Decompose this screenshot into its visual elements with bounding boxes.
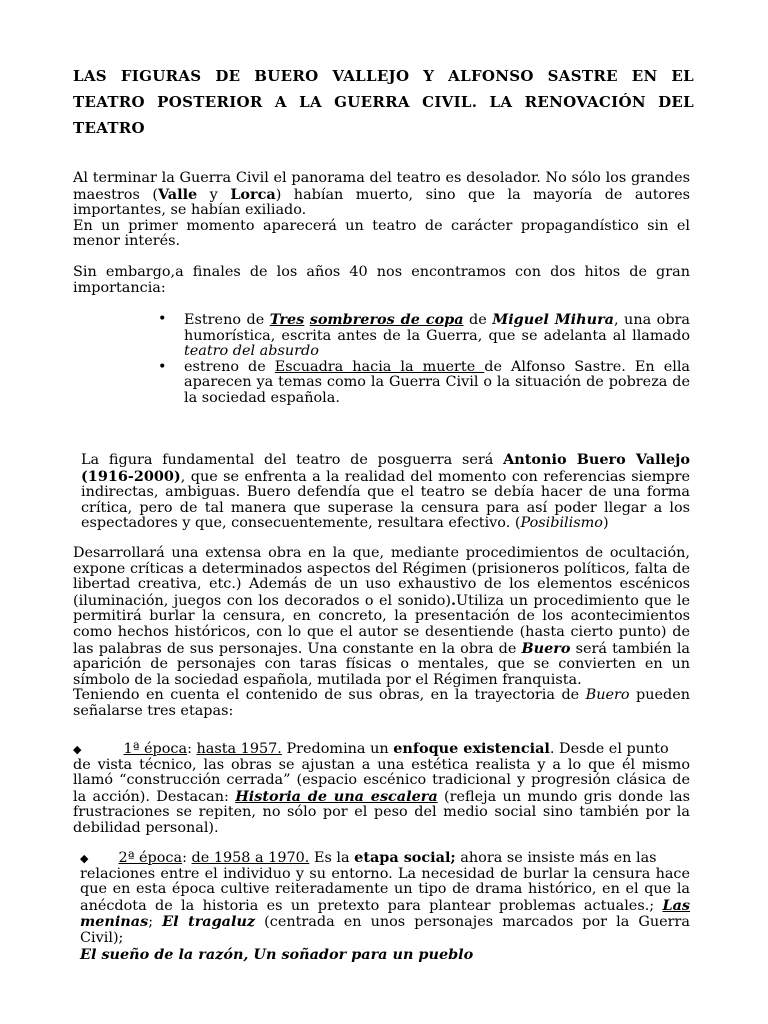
text-line: importantes, se habían exiliado. bbox=[73, 202, 307, 219]
buero-paragraph bbox=[81, 452, 690, 532]
text-line: las palabras de sus personajes. Una constante en la obra de Buero será también la bbox=[73, 639, 690, 657]
text-line: de vista técnico, las obras se ajustan a una estética realista y a lo que él mismo bbox=[73, 756, 690, 773]
diamond-bullet-icon: ◆ bbox=[80, 852, 89, 865]
text-line: maestros (Valle y Lorca) habían muerto, sino que la mayoría de autores bbox=[73, 185, 690, 203]
text-line: ◆ 1ª época: hasta 1957. Predomina un enfoque existencial. Desde el punto bbox=[73, 740, 669, 757]
epoca-2-paragraph bbox=[80, 850, 690, 963]
text-line: ◆ 2ª época: de 1958 a 1970. Es la etapa social; ahora se insiste más en las bbox=[80, 849, 657, 866]
epoca-1-paragraph bbox=[73, 741, 690, 837]
list-item: • Estreno de Tres sombreros de copa de Miguel Mihura, una obra humorística, escrita antes de la Guerra, que se adelanta al llamado teatro del absurdo bbox=[158, 311, 690, 360]
text-line: llamó “construcción cerrada” (espacio escénico tradicional y progresión clásica de bbox=[73, 772, 690, 789]
text-line: indirectas, ambiguas. Buero defendía que el teatro se debía hacer de una forma bbox=[81, 484, 690, 501]
text-line: que en esta época cultive reiteradamente un tipo de drama histórico, en el que la bbox=[80, 881, 690, 898]
text-line: Desarrollará una extensa obra en la que, mediante procedimientos de ocultación, bbox=[73, 545, 690, 561]
intro-paragraph bbox=[73, 171, 690, 250]
text-line: Teniendo en cuenta el contenido de sus obras, en la trayectoria de Buero pueden bbox=[73, 687, 690, 704]
text-line: La figura fundamental del teatro de posguerra será Antonio Buero Vallejo bbox=[81, 451, 690, 468]
text-line: Al terminar la Guerra Civil el panorama del teatro es desolador. No sólo los grandes bbox=[73, 170, 690, 186]
text-line: símbolo de la sociedad española, mutilada por el Régimen franquista. bbox=[73, 671, 582, 688]
text-line: libertad creativa, etc.) Además de un uso exhaustivo de los elementos escénicos bbox=[73, 576, 690, 593]
text-line: En un primer momento aparecerá un teatro de carácter propagandístico sin el bbox=[73, 217, 690, 234]
text-line: señalarse tres etapas: bbox=[73, 702, 234, 719]
text-line: menor interés. bbox=[73, 233, 181, 250]
text-line: crítica, pero de tal manera que superase la censura para así poder llegar a los bbox=[81, 499, 690, 516]
text-line: meninas; El tragaluz (centrada en unos personajes marcados por la Guerra Civil); bbox=[80, 913, 690, 946]
text-line: como hechos históricos, con lo que el autor se desentiende (hasta cierto punto) de bbox=[73, 623, 690, 640]
text-line: espectadores y que, consecuentemente, resultara efectivo. (Posibilismo) bbox=[81, 515, 609, 532]
text-line: la acción). Destacan: Historia de una escalera (refleja un mundo gris donde las bbox=[73, 787, 691, 805]
document-title: LAS FIGURAS DE BUERO VALLEJO Y ALFONSO SASTRE EN EL TEATRO POSTERIOR A LA GUERRA CIVIL. LA RENOVACIÓN DEL TEATRO bbox=[73, 67, 694, 137]
desarrollara-paragraph bbox=[73, 546, 690, 720]
text-line: relaciones entre el individuo y su entorno. La necesidad de burlar la censura hace bbox=[80, 865, 690, 882]
text-line: Sin embargo,a finales de los años 40 nos encontramos con dos hitos de gran bbox=[73, 264, 690, 280]
text-line: (1916-2000), que se enfrenta a la realidad del momento con referencias siempre bbox=[81, 467, 690, 485]
hitos-list bbox=[158, 312, 690, 407]
text-line: permitirá burlar la censura, en concreto, la presentación de los acontecimientos bbox=[73, 608, 690, 625]
text-line: El sueño de la razón, Un soñador para un pueblo bbox=[80, 945, 474, 963]
text-line: anécdota de la historia es un pretexto para plantear problemas actuales.; Las bbox=[80, 896, 690, 914]
diamond-bullet-icon: ◆ bbox=[73, 743, 82, 756]
text-line: expone críticas a determinados aspectos del Régimen (prisioneros políticos, falta de bbox=[73, 560, 690, 577]
text-line: (iluminación, juegos con los decorados o el sonido).Utiliza un procedimiento que le bbox=[73, 591, 690, 609]
text-line: importancia: bbox=[73, 279, 166, 296]
sin-embargo-paragraph bbox=[73, 265, 690, 296]
text-line: debilidad personal). bbox=[73, 819, 219, 836]
bullet-icon: • bbox=[158, 311, 167, 327]
bullet-icon: • bbox=[158, 358, 167, 375]
list-item: • estreno de Escuadra hacia la muerte de Alfonso Sastre. En ella aparecen ya temas como la Guerra Civil o la situación de pobreza de la sociedad española. bbox=[158, 358, 690, 406]
text-line: frustraciones se repiten, no sólo por el peso del medio social sino también por la bbox=[73, 804, 690, 821]
text-line: aparición de personajes con taras físicas o mentales, que se convierten en un bbox=[73, 656, 690, 673]
